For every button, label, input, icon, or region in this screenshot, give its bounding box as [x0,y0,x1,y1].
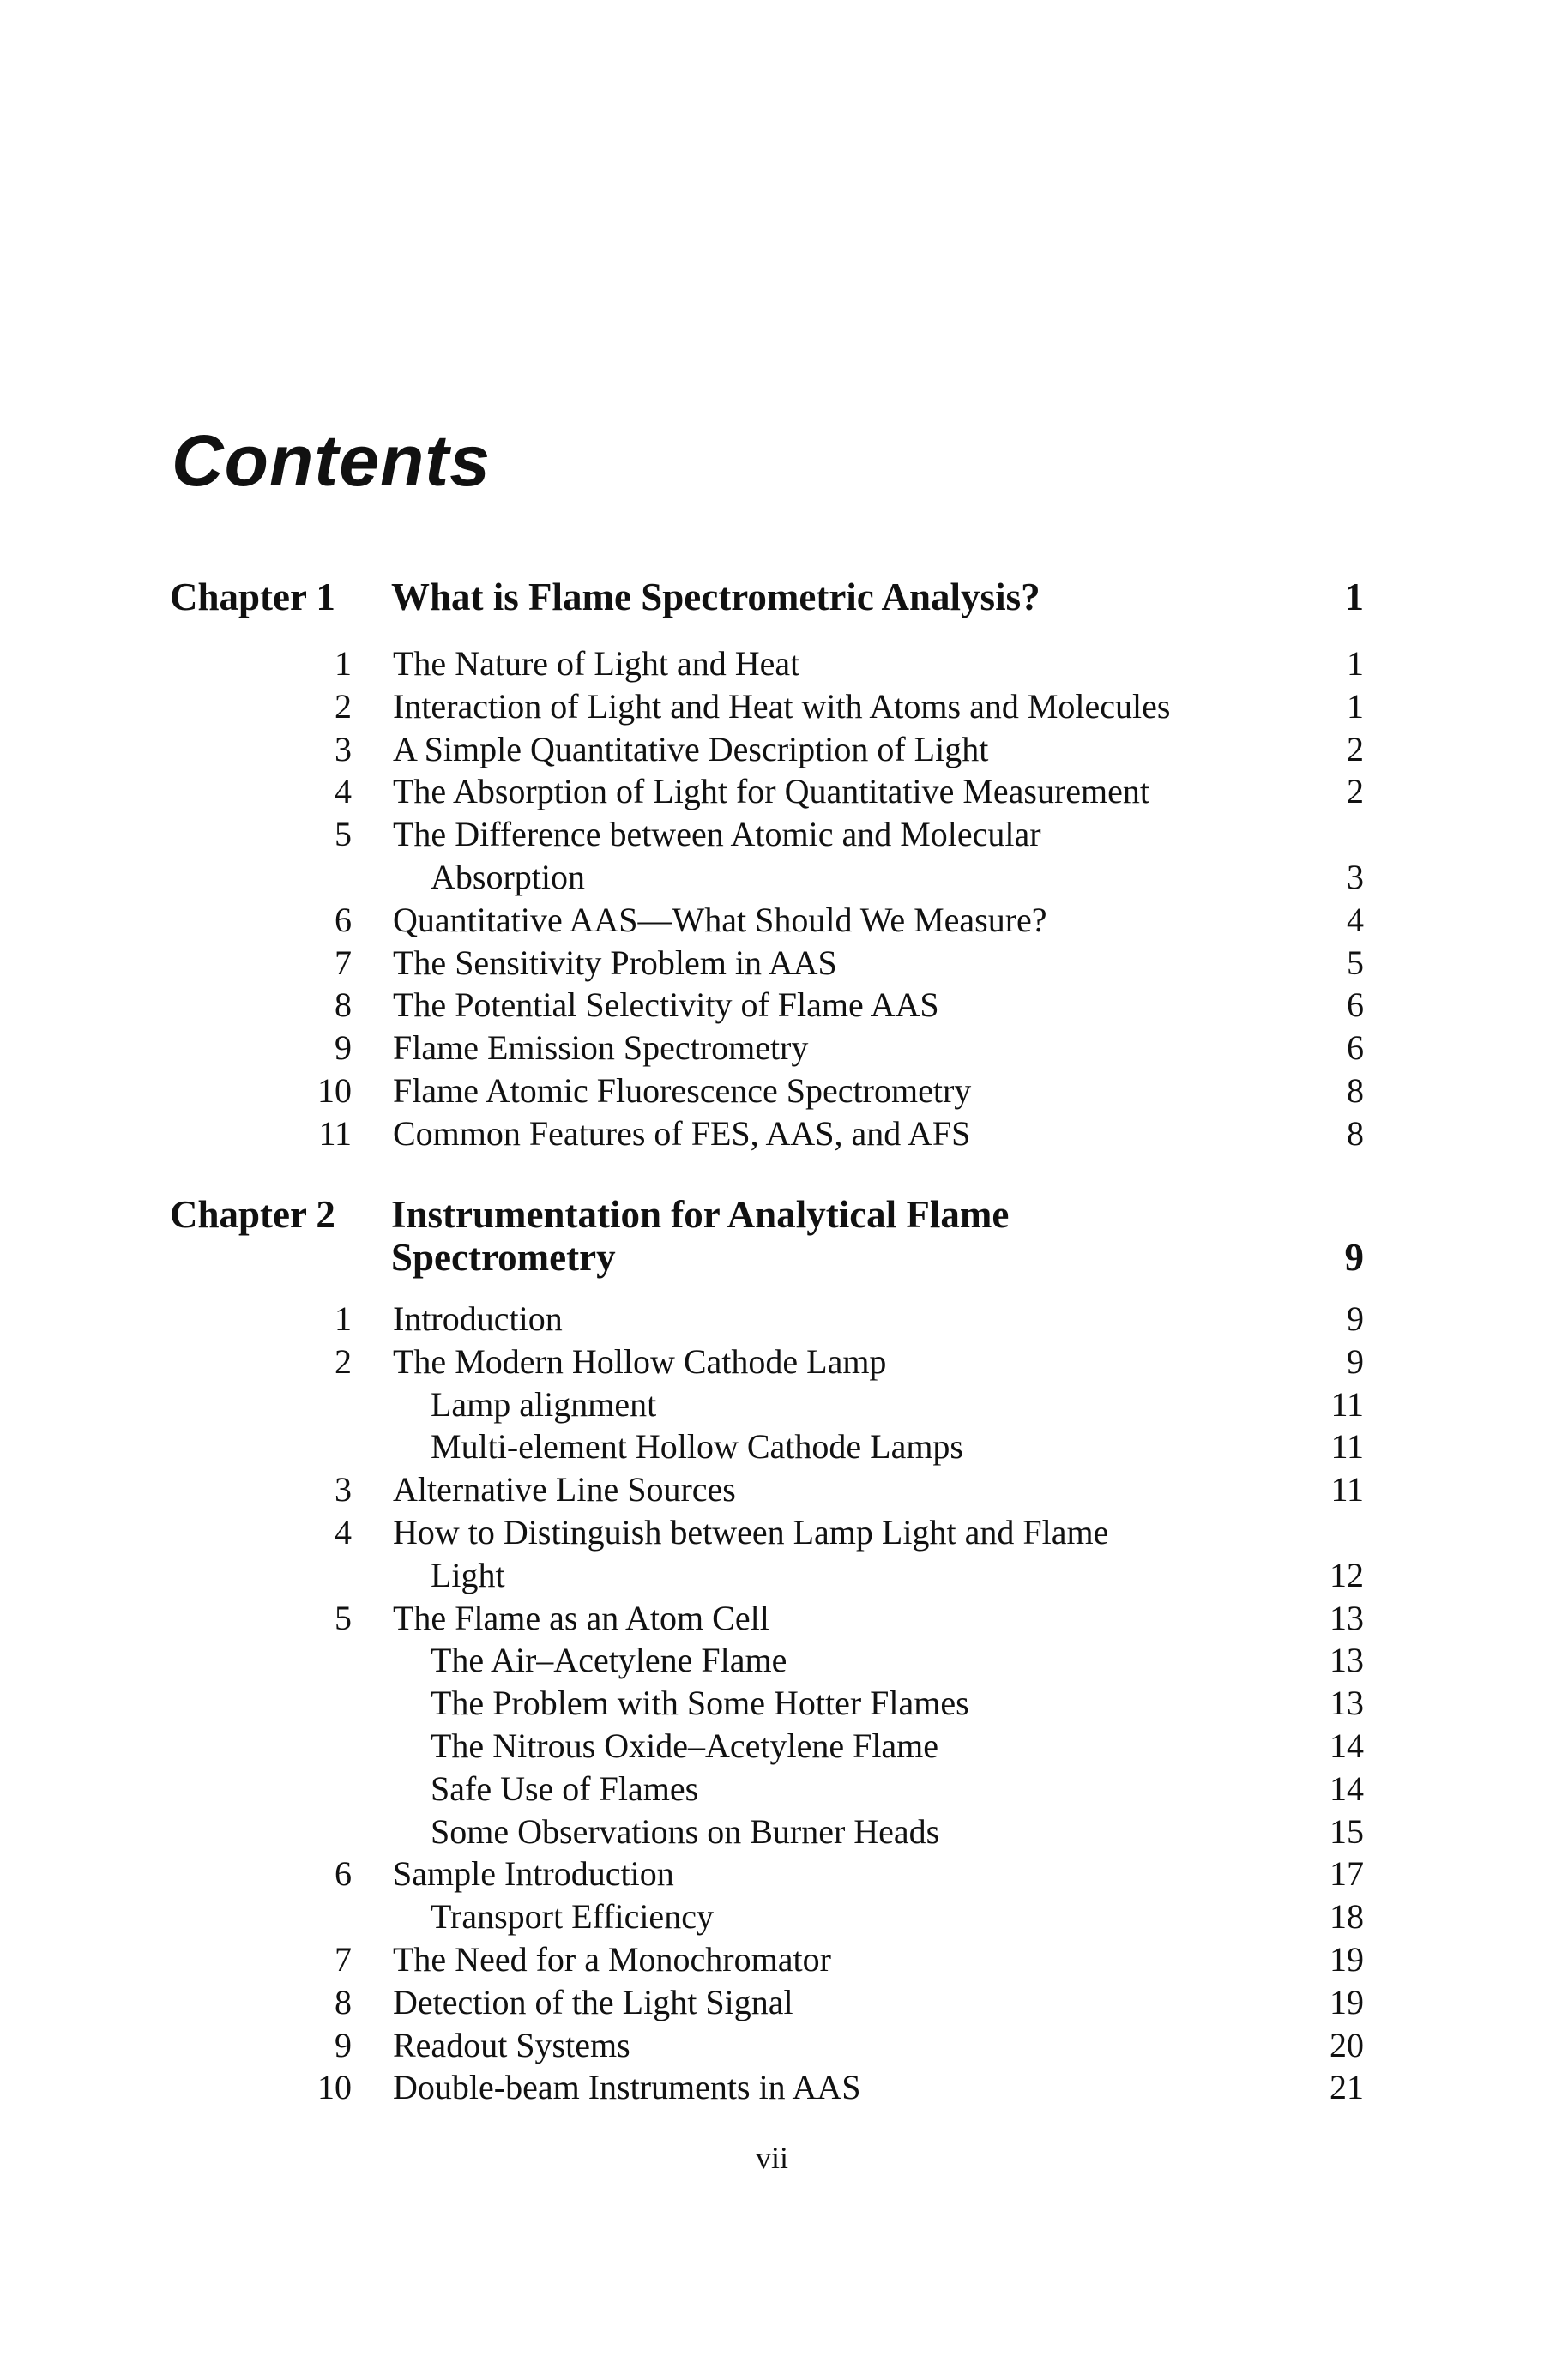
entry-title: A Simple Quantitative Description of Light [393,729,989,768]
entry-number: 7 [335,943,352,982]
entry-page-number: 14 [1330,1726,1364,1765]
entry-page-number: 8 [1347,1113,1364,1153]
toc-entry [0,642,1544,685]
chapter-title: Instrumentation for Analytical Flame Spectrometry [391,1193,1010,1279]
entry-title: Common Features of FES, AAS, and AFS [393,1113,971,1153]
toc-entry [0,1468,1544,1511]
entry-title: Safe Use of Flames [431,1768,699,1808]
chapter-1-section [0,575,1544,1155]
entry-title-block [393,1853,1251,1895]
toc-entry [0,1069,1544,1112]
entry-page-number: 12 [1330,1555,1364,1594]
entry-title: The Absorption of Light for Quantitative Measurement [393,772,1150,811]
entry-number: 8 [335,985,352,1025]
entry-title-block [393,942,1251,985]
entry-number: 2 [335,1341,352,1381]
page-folio: vii [755,2141,788,2175]
toc-entry [0,1853,1544,1895]
entry-title: The Modern Hollow Cathode Lamp [393,1341,887,1381]
chapter-page-number: 1 [1344,575,1364,618]
entry-title-continuation: Absorption [431,857,585,896]
toc-entry [0,685,1544,728]
entry-page-number: 8 [1347,1070,1364,1110]
entry-page-number: 2 [1347,772,1364,811]
entry-title: Interaction of Light and Heat with Atoms and Molecules [393,686,1171,726]
entry-page-number: 1 [1347,686,1364,726]
entry-title-block [393,813,1251,899]
toc-entry [0,813,1544,899]
entry-page-number: 11 [1330,1427,1364,1467]
entry-title: Detection of the Light Signal [393,1982,793,2021]
chapter-heading [0,1193,1544,1279]
toc-entry [0,1981,1544,2024]
entry-title: Transport Efficiency [431,1897,714,1937]
entry-number: 6 [335,900,352,939]
entry-number: 5 [335,815,352,854]
entry-page-number: 21 [1330,2068,1364,2107]
entry-title: The Nitrous Oxide–Acetylene Flame [431,1726,939,1765]
entry-title-block [431,1895,1288,1938]
entry-number: 9 [335,1028,352,1068]
entry-title: Double-beam Instruments in AAS [393,2068,861,2107]
entry-page-number: 13 [1330,1684,1364,1723]
entry-page-number: 1 [1347,644,1364,683]
entry-number: 1 [335,1299,352,1338]
toc-entry [0,1511,1544,1597]
entry-page-number: 6 [1347,1028,1364,1068]
chapter-heading [0,575,1544,618]
entry-title: The Difference between Atomic and Molecular [393,815,1041,854]
entry-page-number: 13 [1330,1641,1364,1680]
chapter-label: Chapter 1 [170,575,335,618]
entry-number: 3 [335,729,352,768]
entry-title-block [431,1725,1288,1768]
entry-title-block [393,1981,1251,2024]
entry-title-block [393,2066,1251,2109]
toc-entry [0,1027,1544,1069]
entry-title-block [393,1468,1251,1511]
entry-title-block [393,642,1251,685]
chapter-1-entries [0,642,1544,1155]
entry-title-block [393,984,1251,1027]
page-title: Contents [172,420,491,501]
entry-title-block [431,1639,1288,1682]
toc-entry [0,899,1544,942]
entry-title: Readout Systems [393,2025,630,2064]
entry-page-number: 11 [1330,1470,1364,1509]
entry-number: 8 [335,1982,352,2021]
entry-title-block [393,1112,1251,1155]
entry-title-block [393,1298,1251,1341]
entry-page-number: 6 [1347,985,1364,1025]
entry-page-number: 9 [1347,1341,1364,1381]
entry-title-continuation: Light [431,1555,505,1594]
toc-entry [0,1938,1544,1981]
entry-number: 3 [335,1470,352,1509]
toc-entry [0,770,1544,813]
entry-page-number: 19 [1330,1982,1364,2021]
chapter-2-entries [0,1298,1544,2109]
toc-subentry [0,1811,1544,1853]
entry-number: 10 [317,1070,352,1110]
toc-subentry [0,1725,1544,1768]
entry-title-block [431,1383,1288,1426]
entry-title-block [393,1938,1251,1981]
toc-entry [0,1341,1544,1383]
entry-number: 7 [335,1939,352,1979]
entry-number: 4 [335,1512,352,1552]
entry-number: 4 [335,772,352,811]
chapter-2-section [0,1193,1544,2109]
toc-subentry [0,1682,1544,1725]
chapter-page-number: 9 [1344,1236,1364,1279]
toc-subentry [0,1639,1544,1682]
entry-title: Sample Introduction [393,1854,674,1894]
toc-subentry [0,1768,1544,1811]
toc-subentry [0,1895,1544,1938]
entry-number: 5 [335,1598,352,1637]
entry-title-block [393,899,1251,942]
entry-number: 2 [335,686,352,726]
toc-entry [0,2066,1544,2109]
entry-page-number: 15 [1330,1811,1364,1851]
toc-entry [0,1597,1544,1640]
entry-title: The Problem with Some Hotter Flames [431,1684,969,1723]
entry-page-number: 3 [1347,857,1364,896]
entry-title-block [393,1027,1251,1069]
toc-subentry [0,1425,1544,1468]
entry-title: Some Observations on Burner Heads [431,1811,940,1851]
entry-title: How to Distinguish between Lamp Light and Flame [393,1512,1109,1552]
entry-title: The Air–Acetylene Flame [431,1641,787,1680]
chapter-title: What is Flame Spectrometric Analysis? [391,575,1040,618]
entry-title-block [431,1682,1288,1725]
entry-page-number: 20 [1330,2025,1364,2064]
toc-subentry [0,1383,1544,1426]
entry-title-block [393,728,1251,771]
entry-title: The Need for a Monochromator [393,1939,831,1979]
entry-page-number: 2 [1347,729,1364,768]
entry-page-number: 5 [1347,943,1364,982]
entry-title: The Potential Selectivity of Flame AAS [393,985,939,1025]
entry-title-block [393,685,1251,728]
entry-title: The Sensitivity Problem in AAS [393,943,837,982]
entry-title-block [393,770,1251,813]
toc-entry [0,1298,1544,1341]
toc-entry [0,984,1544,1027]
entry-title: The Nature of Light and Heat [393,644,800,683]
entry-number: 1 [335,644,352,683]
entry-title: Introduction [393,1299,563,1338]
entry-number: 11 [318,1113,352,1153]
entry-title: Lamp alignment [431,1384,657,1424]
entry-number: 9 [335,2025,352,2064]
entry-title-block [393,2024,1251,2067]
entry-page-number: 4 [1347,900,1364,939]
entry-title-block [393,1069,1251,1112]
toc-entry [0,1112,1544,1155]
entry-title: Multi-element Hollow Cathode Lamps [431,1427,963,1467]
entry-page-number: 11 [1330,1384,1364,1424]
chapter-label: Chapter 2 [170,1193,335,1236]
entry-number: 10 [317,2068,352,2107]
entry-page-number: 19 [1330,1939,1364,1979]
entry-title: The Flame as an Atom Cell [393,1598,769,1637]
entry-title-block [393,1511,1251,1597]
entry-title: Alternative Line Sources [393,1470,736,1509]
entry-title-block [393,1597,1251,1640]
entry-title-block [431,1811,1288,1853]
toc-entry [0,942,1544,985]
entry-page-number: 13 [1330,1598,1364,1637]
entry-title: Quantitative AAS—What Should We Measure? [393,900,1047,939]
entry-page-number: 18 [1330,1897,1364,1937]
toc-entry [0,2024,1544,2067]
entry-title: Flame Emission Spectrometry [393,1028,809,1068]
toc-entry [0,728,1544,771]
entry-number: 6 [335,1854,352,1894]
entry-page-number: 9 [1347,1299,1364,1338]
entry-title-block [393,1341,1251,1383]
entry-page-number: 14 [1330,1768,1364,1808]
entry-title-block [431,1425,1288,1468]
entry-title: Flame Atomic Fluorescence Spectrometry [393,1070,972,1110]
entry-title-block [431,1768,1288,1811]
entry-page-number: 17 [1330,1854,1364,1894]
